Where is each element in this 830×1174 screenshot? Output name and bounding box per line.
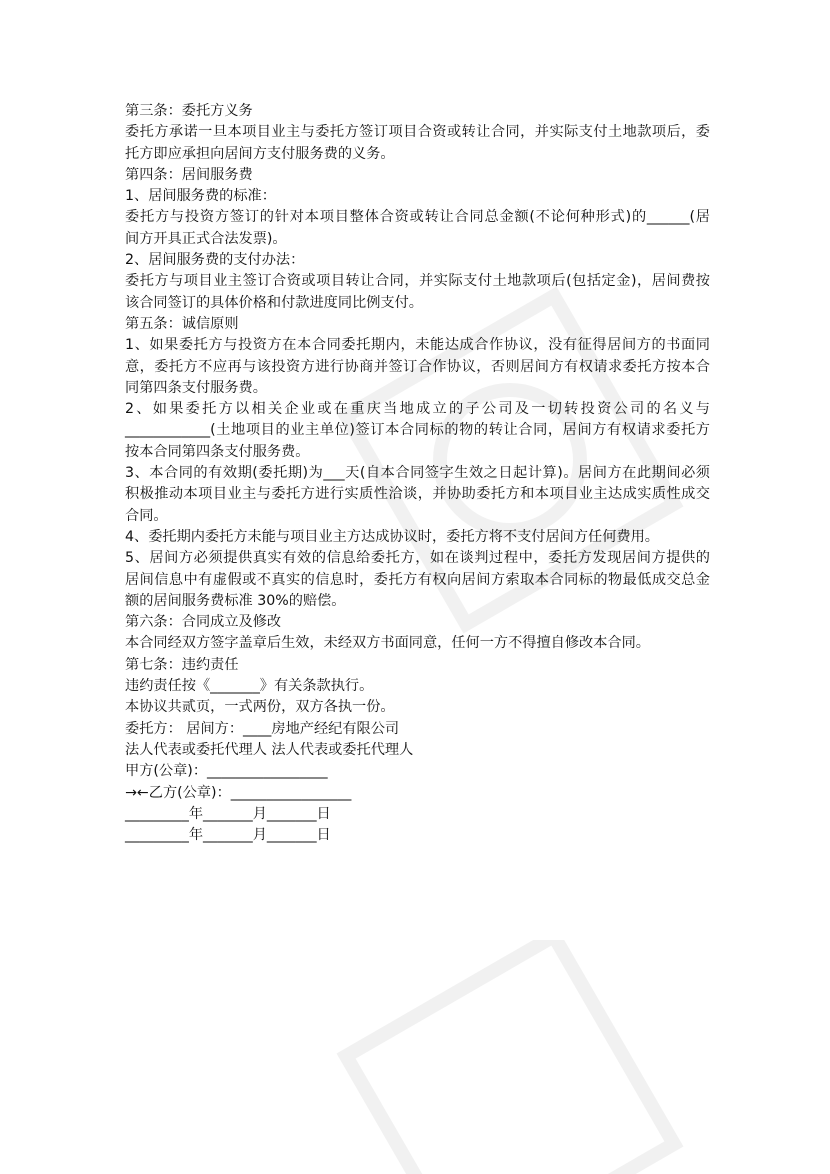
paragraph-line: 5、居间方必须提供真实有效的信息给委托方，如在谈判过程中，委托方发现居间方提供的 bbox=[125, 550, 710, 567]
paragraph-line: 违约责任按《_______》有关条款执行。 bbox=[125, 678, 374, 695]
paragraph-line: 委托方承诺一旦本项目业主与委托方签订项目合资或转让合同，并实际支付土地款项后，委 bbox=[125, 124, 710, 141]
paragraph-line: 委托方与投资方签订的针对本项目整体合资或转让合同总金额(不论何种形式)的______(居 bbox=[125, 209, 710, 226]
article-4-heading: 第四条：居间服务费 bbox=[125, 166, 253, 183]
party-b-seal-line: →←乙方(公章)：_________________ bbox=[125, 784, 352, 801]
paragraph-line: 居间信息中有虚假或不真实的信息时，委托方有权向居间方索取本合同标的物最低成交总金 bbox=[125, 571, 710, 588]
paragraph-line: 额的居间服务费标准 30%的赔偿。 bbox=[125, 592, 346, 609]
paragraph-line: 本协议共贰页，一式两份，双方各执一份。 bbox=[125, 699, 395, 716]
paragraph-line: 1、如果委托方与投资方在本合同委托期内，未能达成合作协议，没有征得居间方的书面同 bbox=[125, 337, 710, 354]
paragraph-line: 意，委托方不应再与该投资方进行协商并签订合作协议，否则居间方有权请求委托方按本合 bbox=[125, 358, 710, 375]
paragraph-line: 托方即应承担向居间方支付服务费的义务。 bbox=[125, 145, 395, 162]
date-line: _________年_______月_______日 bbox=[125, 805, 331, 822]
article-3-heading: 第三条：委托方义务 bbox=[125, 103, 253, 119]
paragraph-line: 同第四条支付服务费。 bbox=[125, 379, 267, 396]
paragraph-line: 2、如果委托方以相关企业或在重庆当地成立的子公司及一切转投资公司的名义与 bbox=[125, 401, 710, 418]
paragraph-line: 合同。 bbox=[125, 507, 168, 524]
paragraph-line: 该合同签订的具体价格和付款进度同比例支付。 bbox=[125, 294, 423, 311]
contract-body bbox=[125, 101, 710, 846]
article-6-heading: 第六条：合同成立及修改 bbox=[125, 614, 282, 631]
paragraph-line: 4、委托期内委托方未能与项目业主方达成协议时，委托方将不支付居间方任何费用。 bbox=[125, 528, 659, 545]
paragraph-line: 2、居间服务费的支付办法： bbox=[125, 252, 305, 269]
paragraph-line: 委托方与项目业主签订合资或项目转让合同，并实际支付土地款项后(包括定金)，居间费按 bbox=[125, 273, 710, 290]
article-7-heading: 第七条：违约责任 bbox=[125, 656, 239, 673]
party-a-seal-line: 甲方(公章)：_________________ bbox=[125, 763, 328, 780]
paragraph-line: 3、本合同的有效期(委托期)为___天(自本合同签字生效之日起计算)。居间方在此期间必须 bbox=[125, 465, 710, 482]
signature-parties: 委托方： 居间方：____房地产经纪有限公司 bbox=[125, 720, 400, 737]
paragraph-line: 积极推动本项目业主与委托方进行实质性洽谈，并协助委托方和本项目业主达成实质性成交 bbox=[125, 486, 710, 503]
paragraph-line: 按本合同第四条支付服务费。 bbox=[125, 443, 310, 460]
date-line: _________年_______月_______日 bbox=[125, 827, 331, 844]
paragraph-line: 1、居间服务费的标准： bbox=[125, 188, 276, 205]
watermark-logo-icon bbox=[330, 940, 690, 1174]
paragraph-line: ____________(土地项目的业主单位)签订本合同标的物的转让合同，居间方有权请求委托方 bbox=[125, 422, 710, 439]
paragraph-line: 本合同经双方签字盖章后生效，未经双方书面同意，任何一方不得擅自修改本合同。 bbox=[125, 635, 650, 652]
article-5-heading: 第五条：诚信原则 bbox=[125, 315, 239, 332]
signature-representatives: 法人代表或委托代理人 法人代表或委托代理人 bbox=[125, 741, 414, 758]
paragraph-line: 间方开具正式合法发票)。 bbox=[125, 230, 287, 247]
